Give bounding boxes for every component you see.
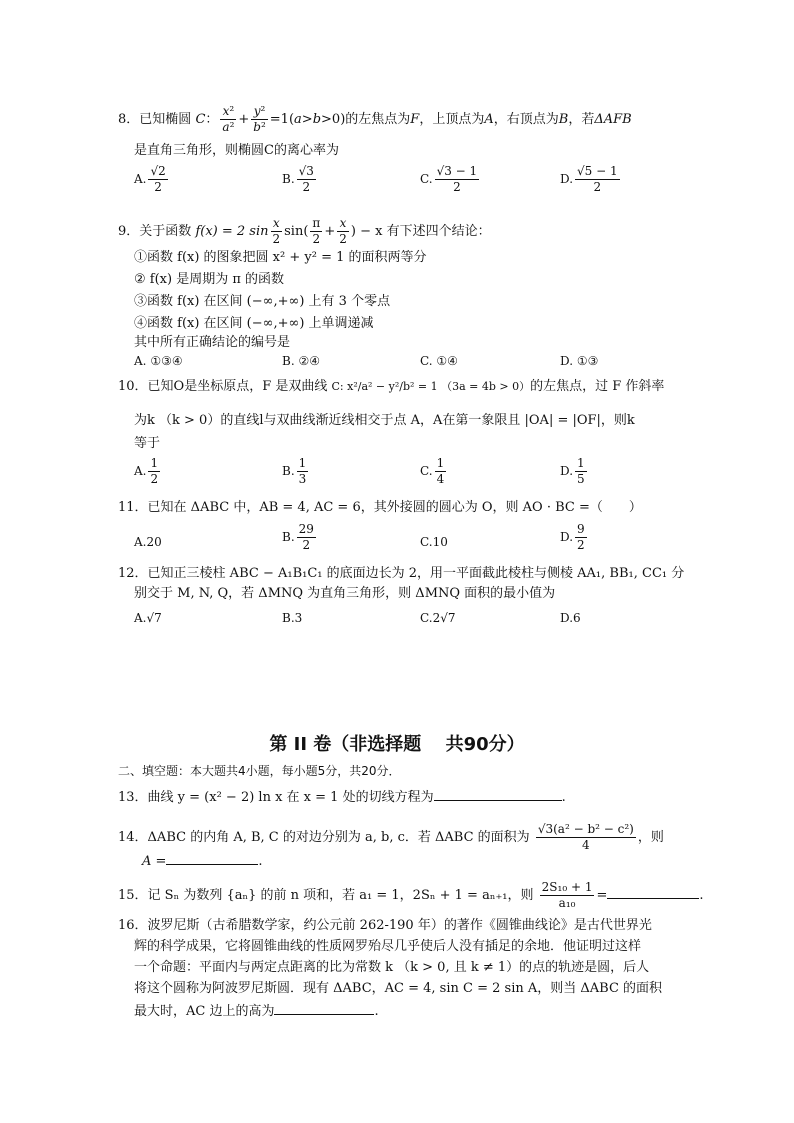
answer-blank[interactable] (607, 884, 699, 899)
q14-fraction-den: 4 (582, 838, 590, 852)
q12-option-d-text: 6 (573, 611, 581, 625)
q13-end: . (561, 790, 566, 805)
q11-option-b-den: 2 (302, 538, 311, 552)
q10-option-a-den: 2 (150, 472, 159, 486)
q9-func: f(x) = 2 sin (195, 224, 269, 239)
q9-func-end: ) − x (350, 224, 383, 239)
q12-option-d (560, 608, 581, 628)
q11-option-d (560, 522, 589, 553)
q12-option-c-label: C. (420, 611, 433, 625)
q9-option-c-text: ①④ (436, 354, 458, 368)
q10-option-a-num: 1 (150, 456, 159, 470)
q16-line4: 将这个圆称为阿波罗尼斯圆．现有 ΔABC，AC = 4, sin C = 2 sin A，则当 ΔABC 的面积 (134, 981, 663, 996)
question-number: 13． (118, 790, 148, 805)
q9-ask: 其中所有正确结论的编号是 (134, 335, 291, 350)
q10-option-c (420, 456, 448, 487)
q9-option-d-label: D. (560, 354, 574, 368)
q10-option-a (134, 456, 162, 487)
q9-option-d (560, 351, 598, 371)
q11-option-b (282, 522, 318, 553)
q16-line3: 一个命题：平面内与两定点距离的比为常数 k （k > 0, 且 k ≠ 1）的点的轨迹是圆，后人 (134, 960, 650, 975)
question-8 (118, 104, 678, 135)
q10-line2: 为k （k > 0）的直线l与双曲线渐近线相交于点 A，A在第一象限且 |OA| = |OF|，则k (134, 413, 635, 428)
q11-option-b-num: 29 (298, 522, 314, 536)
q15-eq: = (596, 888, 608, 903)
q16-line1: 波罗尼斯（古希腊数学家，约公元前 262-190 年）的著作《圆锥曲线论》是古代世界光 (147, 918, 652, 933)
answer-blank[interactable] (166, 850, 258, 865)
question-number: 9． (118, 224, 140, 239)
q11-option-d-label: D. (560, 530, 574, 544)
q8-line2: 是直角三角形，则椭圆C的离心率为 (134, 143, 339, 158)
answer-blank[interactable] (274, 1000, 374, 1015)
q11-option-c-label: C. (420, 535, 433, 549)
q9-stem-b: 有下述四个结论： (386, 224, 491, 239)
q8-option-a-den: 2 (154, 180, 162, 194)
section-title: 第 II 卷（非选择题 共90分） (269, 734, 525, 755)
q15-fraction-den: a₁₀ (558, 896, 576, 910)
q12-option-b-text: 3 (294, 611, 303, 625)
q8-option-c-label: C. (420, 172, 433, 186)
q16-line5 (134, 1000, 379, 1022)
q14-fraction-num: √3(a² − b² − c²) (537, 822, 634, 836)
q10-option-c-num: 1 (436, 456, 445, 470)
q12-option-a-text: √7 (146, 611, 162, 625)
question-number: 10． (118, 379, 148, 394)
q8-option-c-den: 2 (453, 180, 461, 194)
q9-statement-3: ③函数 f(x) 在区间 (−∞,+∞) 上有 3 个零点 (134, 294, 391, 309)
q9-option-a (134, 351, 183, 371)
q8-option-b-den: 2 (302, 180, 311, 194)
q11-option-c (420, 532, 448, 552)
q10-hyperbola-eq: C: x²/a² − y²/b² = 1 （3a = 4b > 0） (331, 380, 531, 393)
q8-ellipse-eq: C： $\frac{\text{x²}}{\text{a²}}$ + $\frac{\text{y²}}{\text{b²}}$ =1(a>b>0) (195, 104, 346, 134)
q16-end: . (374, 1004, 379, 1019)
q12-line1: 已知正三棱柱 ABC − A₁B₁C₁ 的底面边长为 2，用一平面截此棱柱与侧棱 AA₁, BB₁, CC₁ 分 (147, 566, 685, 581)
q10-line1-a: 已知O是坐标原点，F 是双曲线 (147, 379, 328, 394)
q11-text: 已知在 ΔABC 中，AB = 4, AC = 6，其外接圆的圆心为 O，则 AO · BC =（ ） (147, 500, 642, 515)
question-14 (118, 822, 678, 853)
q11-option-c-text: 10 (432, 535, 448, 549)
fill-in-header: 二、填空题：本大题共4小题，每小题5分，共20分． (118, 764, 401, 778)
q9-option-b-label: B. (282, 354, 295, 368)
q16-line2: 辉的科学成果，它将圆锥曲线的性质网罗殆尽几乎使后人没有插足的余地．他证明过这样 (134, 939, 642, 954)
q9-option-b-text: ②④ (298, 354, 320, 368)
q10-option-d (560, 456, 589, 487)
q8-option-a-num: √2 (150, 164, 166, 178)
question-number: 15． (118, 888, 148, 903)
question-number: 11． (118, 500, 148, 515)
q10-option-d-den: 5 (577, 472, 585, 486)
q8-option-b-label: B. (282, 172, 295, 186)
question-11 (118, 498, 678, 518)
q10-option-c-label: C. (420, 464, 433, 478)
q10-option-b-label: B. (282, 464, 295, 478)
q11-option-a-label: A. (134, 535, 147, 549)
question-number: 14． (118, 830, 148, 845)
answer-blank[interactable] (434, 786, 562, 801)
question-9: 9．关于函数 f(x) = 2 sin $\frac{x}{2}$ sin( $\frac{\pi}{2}$ + $\frac{x}{2}$ ) − x 有下述四个结论： (118, 216, 491, 246)
question-number: 8． (118, 112, 140, 127)
q12-option-a (134, 608, 162, 628)
q8-option-a (134, 164, 170, 195)
q14-end: . (258, 854, 263, 869)
q8-option-c-num: √3 − 1 (436, 164, 478, 178)
q14-line2-text: A = (142, 854, 167, 869)
q14-text-a: ΔABC 的内角 A, B, C 的对边分别为 a, b, c．若 ΔABC 的面积为 (147, 830, 530, 845)
q10-option-d-num: 1 (577, 456, 585, 470)
q10-option-d-label: D. (560, 464, 574, 478)
q12-option-c (420, 608, 456, 628)
q9-option-a-label: A. (134, 354, 147, 368)
q15-text-a: 记 Sₙ 为数列 {aₙ} 的前 n 项和，若 a₁ = 1，2Sₙ + 1 = aₙ₊₁，则 (147, 888, 534, 903)
q8-option-a-label: A. (134, 172, 147, 186)
q11-option-a (134, 532, 162, 552)
q15-fraction-num: 2S₁₀ + 1 (541, 880, 593, 894)
question-16 (118, 916, 678, 936)
q12-line2: 别交于 M, N, Q，若 ΔMNQ 为直角三角形，则 ΔMNQ 面积的最小值为 (134, 586, 556, 601)
q15-end: . (699, 888, 704, 903)
q8-F: F (410, 112, 420, 127)
q14-line2 (142, 850, 263, 872)
q10-option-c-den: 4 (436, 472, 445, 486)
q8-text-b: 的左焦点为 (345, 112, 411, 127)
q8-tri: ΔAFB (594, 112, 632, 127)
q9-option-d-text: ①③ (576, 354, 599, 368)
q8-option-b (282, 164, 318, 195)
question-number: 12． (118, 566, 148, 581)
q11-option-d-den: 2 (577, 538, 585, 552)
q9-option-c (420, 351, 458, 371)
q12-option-a-label: A. (134, 611, 147, 625)
q9-statement-4: ④函数 f(x) 在区间 (−∞,+∞) 上单调递减 (134, 316, 374, 331)
q10-option-b (282, 456, 310, 487)
q10-line3: 等于 (134, 436, 161, 451)
q8-option-d (560, 164, 622, 195)
q9-option-b (282, 351, 320, 371)
q8-option-d-num: √5 − 1 (577, 164, 618, 178)
q9-stem-a: 关于函数 (139, 224, 192, 239)
q11-option-d-num: 9 (577, 522, 585, 536)
q16-line5-text: 最大时，AC 边上的高为 (134, 1004, 275, 1019)
q10-option-a-label: A. (134, 464, 147, 478)
q8-B: B (558, 112, 569, 127)
q13-text: 曲线 y = (x² − 2) ln x 在 x = 1 处的切线方程为 (147, 790, 434, 805)
q11-option-a-text: 20 (146, 535, 162, 549)
q8-option-b-num: √3 (298, 164, 314, 178)
q9-statement-1: ①函数 f(x) 的图象把圆 x² + y² = 1 的面积两等分 (134, 250, 427, 265)
question-number: 16． (118, 918, 148, 933)
q10-line1-b: 的左焦点，过 F 作斜率 (530, 379, 665, 394)
q10-option-b-den: 3 (298, 472, 307, 486)
q8-option-d-label: D. (560, 172, 574, 186)
q12-option-b-label: B. (282, 611, 295, 625)
question-12 (118, 564, 685, 584)
q14-text-b: ，则 (637, 830, 664, 845)
question-13 (118, 786, 678, 808)
q11-option-b-label: B. (282, 530, 295, 544)
question-15 (118, 880, 704, 911)
q8-A: A (484, 112, 494, 127)
q12-option-d-label: D. (560, 611, 574, 625)
q9-func-mid: sin( (284, 224, 309, 239)
q9-statement-2: ② f(x) 是周期为 π 的函数 (134, 272, 285, 287)
q8-option-c (420, 164, 481, 195)
q8-text-c: ，上顶点为 (419, 112, 485, 127)
q8-text-a: 已知椭圆 (139, 112, 192, 127)
q8-text-e: ，若 (568, 112, 595, 127)
question-10 (118, 377, 678, 397)
q8-option-d-den: 2 (593, 180, 602, 194)
q9-option-a-text: ①③④ (150, 354, 183, 368)
q8-text-d: ，右顶点为 (493, 112, 559, 127)
q9-option-c-label: C. (420, 354, 433, 368)
q12-option-b (282, 608, 302, 628)
q10-option-b-num: 1 (298, 456, 307, 470)
q12-option-c-text: 2√7 (432, 611, 456, 625)
